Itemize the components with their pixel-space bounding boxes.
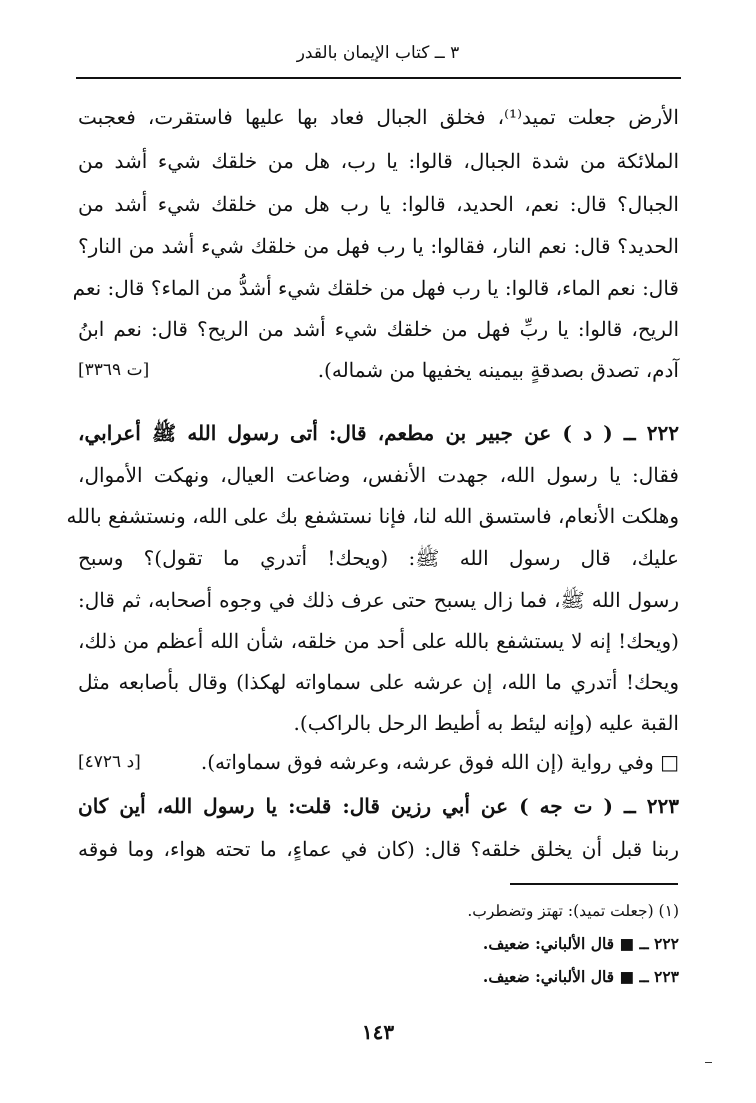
text-line: ويحك! أتدري ما الله، إن عرشه على سماواته لهكذا) وقال بأصابعه مثل bbox=[78, 670, 679, 694]
text-line: الجبال؟ قال: نعم، الحديد، قالوا: يا رب هل من خلقك شيء أشد من bbox=[78, 192, 679, 216]
text-line: الريح، قالوا: يا ربِّ فهل من خلقك شيء أشد من الريح؟ قال: نعم ابنُ bbox=[78, 317, 679, 341]
text-line: فقال: يا رسول الله، جهدت الأنفس، وضاعت العيال، ونهكت الأموال، bbox=[78, 463, 679, 487]
text-line: رسول الله ﷺ، فما زال يسبح حتى عرف ذلك في وجوه أصحابه، ثم قال: bbox=[78, 588, 679, 612]
hadith-reference: [د ٤٧٢٦] bbox=[78, 752, 141, 772]
text-line: قال: نعم الماء، قالوا: يا رب فهل من خلقك شيء أشدُّ من الماء؟ قال: نعم bbox=[72, 276, 679, 300]
footnote-rule bbox=[510, 883, 678, 885]
text-line: ربنا قبل أن يخلق خلقه؟ قال: (كان في عماءٍ، ما تحته هواء، وما فوقه bbox=[78, 837, 679, 861]
text-line: عليك، قال رسول الله ﷺ: (ويحك! أتدري ما تقول)؟ وسبح bbox=[78, 546, 679, 570]
hadith-223-opening: ٢٢٣ ــ ( ت جه ) عن أبي رزين قال: قلت: يا رسول الله، أين كان bbox=[78, 794, 679, 818]
header-rule bbox=[76, 77, 681, 79]
text-line: وهلكت الأنعام، فاستسق الله لنا، فإنا نستشفع بك على الله، ونستشفع بالله bbox=[66, 504, 679, 528]
grading-note: ٢٢٢ ــ ■ قال الألباني: ضعيف. bbox=[482, 934, 679, 953]
footnote: (١) (جعلت تميد): تهتز وتضطرب. bbox=[467, 902, 679, 920]
variant-narration: □ وفي رواية (إن الله فوق عرشه، وعرشه فوق سماواته). bbox=[200, 750, 679, 774]
text-line: آدم، تصدق بصدقةٍ بيمينه يخفيها من شماله). bbox=[317, 358, 679, 382]
running-title: ٣ ــ كتاب الإيمان بالقدر bbox=[296, 43, 460, 63]
text-line: الحديد؟ قال: نعم النار، فقالوا: يا رب فهل من خلقك شيء أشد من النار؟ bbox=[78, 234, 679, 258]
text-line: (ويحك! إنه لا يستشفع بالله على أحد من خلقه، شأن الله أعظم من ذلك، bbox=[78, 629, 679, 653]
hadith-222-opening: ٢٢٢ ــ ( د ) عن جبير بن مطعم، قال: أتى رسول الله ﷺ أعرابي، bbox=[78, 421, 679, 445]
grading-note: ٢٢٣ ــ ■ قال الألباني: ضعيف. bbox=[482, 967, 679, 986]
hadith-reference: [ت ٣٣٦٩] bbox=[78, 360, 150, 380]
scan-mark bbox=[705, 1062, 712, 1063]
text-line: الملائكة من شدة الجبال، قالوا: يا رب، هل من خلقك شيء أشد من bbox=[78, 149, 679, 173]
text-line: القبة عليه (وإنه ليئط به أطيط الرحل بالراكب). bbox=[293, 711, 679, 735]
page-number: ١٤٣ bbox=[361, 1020, 395, 1044]
text-line: الأرض جعلت تميد⁽¹⁾، فخلق الجبال فعاد بها عليها فاستقرت، فعجبت bbox=[78, 105, 679, 129]
